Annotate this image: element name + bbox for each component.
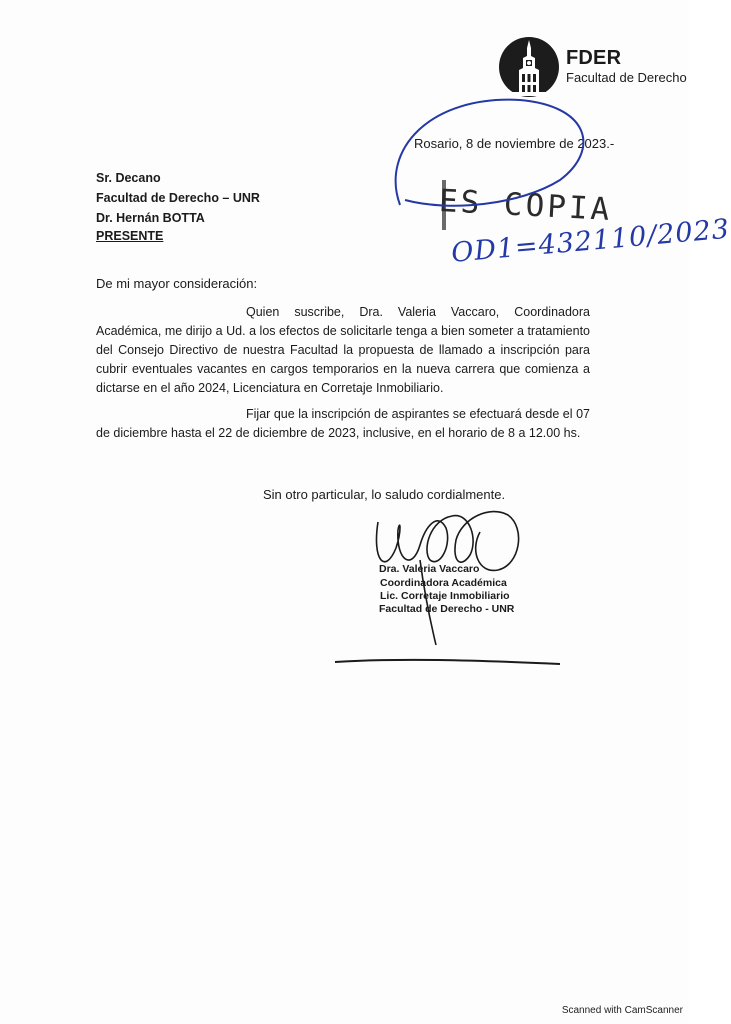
copy-stamp: ES COPIA [438, 183, 614, 229]
addressee-institution: Facultad de Derecho – UNR [96, 191, 260, 205]
closing-line: Sin otro particular, lo saludo cordialmente. [263, 487, 506, 502]
logo-title: FDER [566, 47, 622, 69]
date-line: Rosario, 8 de noviembre de 2023.- [414, 136, 615, 151]
signature-underline [335, 660, 560, 664]
handwritten-file-reference: OD1=432110/2023 [450, 213, 731, 269]
addressee-name: Dr. Hernán BOTTA [96, 211, 205, 225]
body-paragraph-1: Quien suscribe, Dra. Valeria Vaccaro, Coordinadora Académica, me dirijo a Ud. a los efectos de solicitarle tenga a bien someter a tratamiento del Consejo Directivo de nuestra Facultad la propuesta de llamado a inscripción para cubrir eventuales vacantes en cargos temporarios en la nueva carrera que comienza a dictarse en el año 2024, Licenciatura en Corretaje Inmobiliario. [96, 305, 590, 395]
addressee-title: Sr. Decano [96, 171, 161, 185]
signatory-role: Coordinadora Académica [380, 577, 507, 589]
signatory-name: Dra. Valeria Vaccaro [379, 563, 480, 575]
faculty-building-logo [498, 34, 560, 100]
greeting: De mi mayor consideración: [96, 276, 258, 291]
signatory-program: Lic. Corretaje Inmobiliario [380, 590, 510, 602]
addressee-presente: PRESENTE [96, 229, 164, 243]
scanner-footer: Scanned with CamScanner [561, 1005, 683, 1016]
body-paragraph-2: Fijar que la inscripción de aspirantes se efectuará desde el 07 de diciembre hasta el 22 de diciembre de 2023, inclusive, en el horario de 8 a 12.00 hs. [96, 407, 590, 440]
logo-subtitle: Facultad de Derecho [566, 70, 687, 85]
signatory-institution: Facultad de Derecho - UNR [379, 603, 515, 615]
